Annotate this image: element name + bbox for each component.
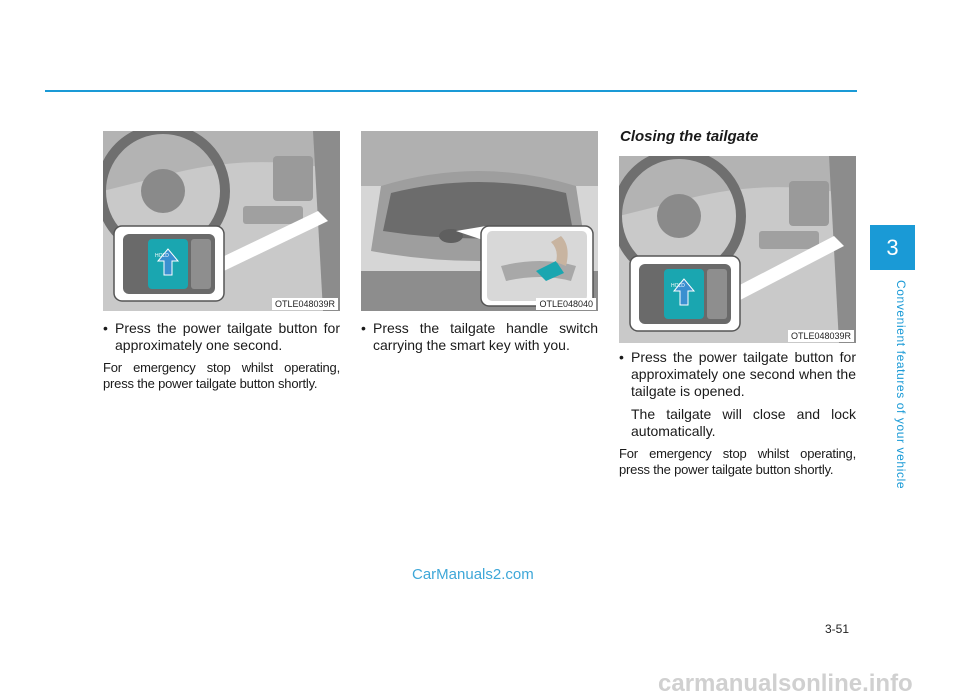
section-heading: Closing the tailgate (620, 128, 759, 145)
chapter-tab: 3 (870, 225, 915, 270)
hold-label: HOLD (155, 253, 169, 259)
watermark-footer: carmanualsonline.info (658, 670, 913, 697)
dashboard-button-figure-1 (103, 131, 340, 311)
tailgate-handle-figure (361, 131, 598, 311)
column-1-text (103, 320, 340, 392)
instruction-bullet: • Press the power tailgate button for approximately one second when the tailgate is opened. (619, 349, 856, 400)
dashboard-button-figure-2 (619, 156, 856, 343)
instruction-continuation: The tailgate will close and lock automatically. (631, 406, 856, 439)
watermark-link[interactable]: CarManuals2.com (412, 566, 534, 583)
instruction-bullet: • Press the power tailgate button for approximately one second. (103, 320, 340, 354)
column-3-text (619, 349, 856, 478)
page-number: 3-51 (825, 622, 850, 636)
chapter-title: Convenient features of your vehicle (894, 280, 908, 490)
hold-label: HOLD (671, 283, 685, 289)
emergency-note: For emergency stop whilst operating, press the power tailgate button shortly. (103, 360, 340, 391)
figure-code: OTLE048040 (536, 298, 596, 310)
top-rule (45, 90, 857, 92)
column-2-text (361, 320, 598, 360)
emergency-note: For emergency stop whilst operating, press the power tailgate button shortly. (619, 446, 856, 477)
figure-code: OTLE048039R (272, 298, 338, 310)
figure-code: OTLE048039R (788, 330, 854, 342)
instruction-bullet: • Press the tailgate handle switch carrying the smart key with you. (361, 320, 598, 354)
